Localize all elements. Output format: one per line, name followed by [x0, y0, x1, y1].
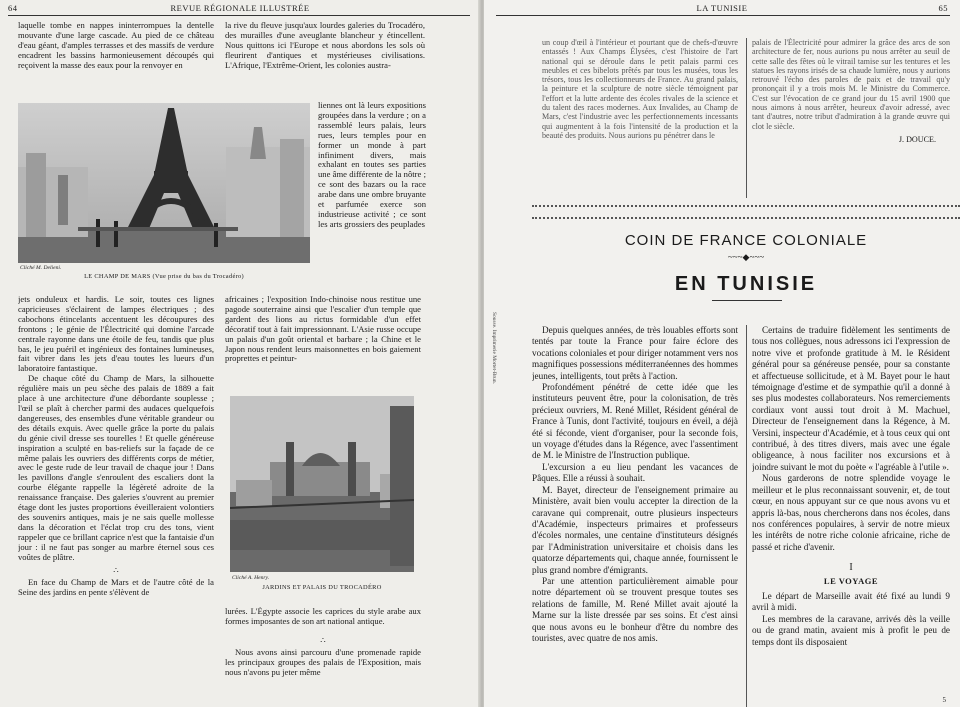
paragraph-text: palais de l'Électricité pour admirer la grâce des arcs de son architecture de fer, nous aurions pu nous arrêter au seuil de cette salle des fêtes où le vitrail tamise sur les tentures et les statues les rayons irisés de sa chaude lumière, nous y aurions retrouvé l'écho des paroles de paix et de travail qu'y prononçait il y a trois mois M. le Ministre du Commerce. C'est sur l'évocation de ce grand jour du 15 avril 1900 que nous aimons à nous arrêter, heureux d'avoir adressé, avec tant d'autres, notre tribut d'admiration à la grande œuvre qui clot le siècle. [752, 38, 950, 131]
paragraph-text: M. Bayet, directeur de l'enseignement primaire au Ministère, avait bien voulu accepter la direction de la caravane qui comprenait, outre plusieurs inspecteurs d'Académie, inspecteurs primaires et professeurs d'écoles normales, une centaine d'instituteurs désignés par l'Administration universitaire et choisis dans les quatorze départements qui, chaque année, fournissent le plus grand nombre d'émigrants. [532, 484, 738, 575]
photo1-caption: LE CHAMP DE MARS (Vue prise du bas du Trocadéro) [84, 273, 244, 280]
chapter-numeral: I [849, 562, 853, 574]
page-number-left: 64 [8, 3, 18, 13]
stars-separator: ∴ [113, 565, 119, 576]
article-column-1 [532, 325, 738, 707]
printer-mark-margin [484, 312, 498, 462]
paragraph-text: jets onduleux et hardis. Le soir, toutes ces lignes capricieuses s'éclairent de lampes électriques ; des cabochons étincelants accentuent les découpures des frontons ; le génie de l'Électricité qui domine l'arcade centrale rayonne dans une étoile de feu, tandis que plus bas, le jeu puéril et ingénieux des fontaines lumineuses, fait vibrer dans les jets d'eau toutes les lueurs d'un laboratoire fantastique. [18, 295, 214, 374]
paragraph-text: Nous garderons de notre splendide voyage le meilleur et le plus reconnaissant souvenir, et, de tout cœur, en nous appuyant sur ce que nous avons vu et appris là-bas, nous chercherons dans nos écoles, dans nos conférences populaires, à servir de notre mieux les intérêts de notre riche colonie africaine, riche de passé et riche d'avenir. [752, 473, 950, 552]
running-head-left: REVUE RÉGIONALE ILLUSTRÉE [170, 3, 310, 13]
paragraph-text: En face du Champ de Mars et de l'autre côté de la Seine des jardins en pente s'élèvent de [18, 577, 214, 598]
paragraph-cascade [18, 21, 214, 101]
header-rule-left [8, 15, 470, 16]
photo1-credit: Cliché M. Delieni. [20, 265, 62, 271]
printer-mark: Sousse. Imprimerie Mortet-Brun. [491, 312, 497, 384]
paragraph-text: Par une attention particulièrement aimable pour notre département où se trouvent presque toutes ses relations de famille, M. René Millet avait ajouté la Marne sur la liste dressée par ses soins. Et c'est ainsi que nous avons eu le bonheur d'être du nombre des touristes, avec quatre de nos amis. [532, 575, 738, 643]
right-page [484, 0, 960, 707]
column-divider-article [746, 325, 747, 707]
paragraph-text: lurées. L'Égypte associe les caprices du style arabe aux formes imposantes de son art national antique. [225, 607, 421, 626]
photo-champ-de-mars [18, 103, 310, 263]
paragraph-colonies [318, 101, 426, 297]
paragraph-text: Les membres de la caravane, arrivés dès la veille ou de grand matin, avaient mis à profit le peu de temps dont ils disposaient [752, 613, 950, 647]
paragraph-trocadero [225, 21, 425, 101]
photo-trocadero [230, 396, 414, 572]
paragraph-text: De chaque côté du Champ de Mars, la silhouette régulière mais un peu sèche des palais de 1889 a fait place à une architecture d'une débordante souplesse ; l'œil se plaît à chercher parmi des audaces quelquefois dangereuses, des ensembles d'une véritable grandeur ou des détails exquis. Avec quelle grâce la porte du palais du génie civil dresse ses tourelles ! Et quelle généreuse inspiration a sculpté en bas-reliefs sur la façade de ce même palais les ouvriers des différents corps de métier, avec le geste rude de leur travail de chaque jour ! Dans les pavillons d'angle s'enroulent des escaliers dont la courbe élégante rappelle la légèreté adroite de la renaissance française. Des galeries s'ouvrent au premier étage dont les justes proportions éveilleraient volontiers des souvenirs antiques, mais je ne sais quelle mollesse dans la décoration et l'éclat trop cru des tons, vient rappeler que ce brillant caprice n'est que la fantaisie d'un jour : il ne faut pas songer au marbre éternel sous ces voûtes de plâtre. [18, 373, 214, 562]
paragraph-text: Certains de traduire fidèlement les sentiments de tous nos collègues, nous adressons ici l'expression de notre vive et profonde gratitude à M. le Résident général pour sa généreuse pensée, pour sa constante et affectueuse sollicitude, et à M. Bayet pour le haut témoignage d'estime et de sympathie qu'il a donné à ses plus modestes collaborateurs. Nos remerciements cordiaux vont aussi tout droit à M. Machuel, Directeur de l'enseignement dans la Régence, à M. Versini, inspecteur d'Académie, et à tous ceux qui ont contribué, à des titres divers, mais avec une égale obligeance, à nous faciliter nos excursions et à joindre suivant le mot du poète « l'agréable à l'utile ». [752, 325, 950, 472]
stars-separator: ∴ [320, 634, 326, 645]
page-number-right: 65 [938, 3, 948, 13]
author-signature: J. DOUCE. [898, 134, 936, 144]
paragraph-text: laquelle tombe en nappes ininterrompues la dentelle mouvante d'une large cascade. Au pied de ce château d'eau géant, d'amples terrasses et des massifs de verdure encadrent les bassins harmonieusement découpés qui reçoivent la masse des eaux pour la renvoyer en [18, 21, 214, 70]
title-ornament: ~~~◆~~~ [727, 252, 765, 262]
continued-column-1 [542, 38, 738, 198]
left-column-1 [18, 295, 214, 707]
paragraph-text: L'excursion a eu lieu pendant les vacances de Pâques. Elle a réussi à souhait. [532, 461, 738, 484]
left-column-2-bottom [225, 607, 421, 707]
footnote-mark: 5 [942, 696, 946, 704]
paragraph-text: un coup d'œil à l'intérieur et pourtant que de chefs-d'œuvre entassés ! Aux Champs Élysées, c'est l'histoire de l'art national qui se déroule dans le petit palais parmi ces meubles et ces bibelots prêtés par tous les musées, tous les trésors, tous les collectionneurs de France. Au grand palais, la peinture et la sculpture de notre siècle témoignent par l'effort et la lutte ardente des écoles rivales de la science et du talent des races modernes. Aux Invalides, au Champ de Mars, c'est l'industrie avec les perfectionnements incessants qui augmentent à la fois l'intensité de la production et la beauté des produits. Nous aurions pu pénétrer dans le [542, 38, 738, 140]
paragraph-text: Profondément pénétré de cette idée que les instituteurs peuvent être, pour la colonisation, de très précieux ouvriers, M. René Millet, Résident général de France à Tunis, dont l'activité, toujours en éveil, a déjà été si féconde, vient d'organiser, pour la seconde fois, un voyage d'études dans la Régence, avec l'assentiment de M. le Ministre de l'Instruction publique. [532, 382, 738, 461]
paragraph-text: Nous avons ainsi parcouru d'une promenade rapide les principaux groupes des palais de l'Exposition, mais nous n'avons pu jeter même [225, 646, 421, 677]
photo2-caption: JARDINS ET PALAIS DU TROCADÉRO [262, 584, 382, 591]
paragraph-text: Depuis quelques années, de très louables efforts sont tentés par toute la France pour faire éclore des vocations coloniales et pour diriger notamment vers nos magnifiques possessions méditerranéennes des hommes jeunes, intelligents, tout prêts à l'action. [532, 325, 738, 381]
eiffel-tower-image [18, 103, 310, 263]
paragraph-text: liennes ont là leurs expositions groupées dans la verdure ; on a rassemblé leurs palais, leurs rues, leurs temples pour en former un monde à part infiniment divers, mais exhalant en toutes ses parties une âme différente de la nôtre ; ce sont des bazars ou la race arabe dans une ombre bruyante et parfumée exerce son industrieuse activité ; ce sont les arts grossiers des peuplades [318, 101, 426, 229]
chapter-title: LE VOYAGE [823, 575, 879, 586]
trocadero-palace-image [230, 396, 414, 572]
section-title: COIN DE FRANCE COLONIALE [624, 232, 868, 249]
title-underline [712, 300, 782, 301]
article-column-2 [752, 325, 950, 707]
continued-column-2 [752, 38, 950, 198]
running-head-right: LA TUNISIE [696, 3, 748, 13]
paragraph-text: la rive du fleuve jusqu'aux lourdes galeries du Trocadéro, des murailles d'une aveuglante blancheur y étincellent. Nous quittons ici l'Europe et nous abordons les sols où fleurirent d'antiques et mystérieuses civilisations. L'Afrique, l'Extrême-Orient, les colonies austra- [225, 21, 425, 70]
column-divider-top [746, 38, 747, 198]
section-separator [532, 205, 960, 219]
paragraph-text: africaines ; l'exposition Indo-chinoise nous restitue une pagode souterraine ainsi que l'escalier d'un temple que gardent des lions au rictus formidable d'un effet décoratif tout à fait impressionnant. L'Asie russe occupe un palais d'un goût oriental et barbare ; la Chine et le Japon nous rendent leurs maisonnettes en bois gaiement proprettes et peintur- [225, 295, 421, 364]
article-title: EN TUNISIE [674, 273, 818, 295]
photo2-credit: Cliché A. Henry. [232, 575, 270, 581]
left-column-2-top [225, 295, 421, 395]
paragraph-text: Le départ de Marseille avait été fixé au lundi 9 avril à midi. [752, 590, 950, 613]
header-rule-right [496, 15, 950, 16]
